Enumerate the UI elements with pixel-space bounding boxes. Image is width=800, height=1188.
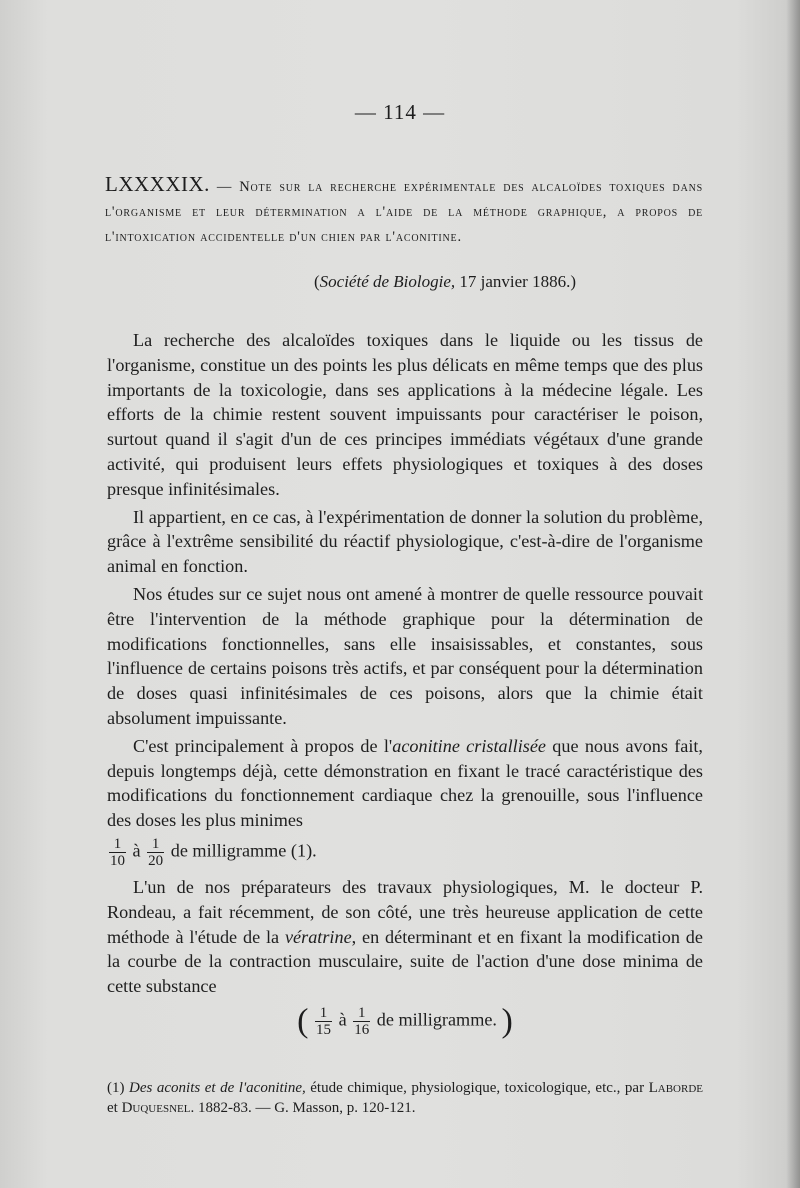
page-number: — 114 — (354, 100, 446, 124)
footnote-title: Des aconits et de l'aconitine, (129, 1080, 306, 1096)
citation-date: 17 janvier 1886.) (455, 272, 576, 291)
paragraph-5: L'un de nos préparateurs des travaux physiologiques, M. le docteur P. Rondeau, a fait récemment, de son côté, une très heureuse application de cette méthode à l'étude de la vératrine, en déterminant et en fixant la modification de la courbe de la contraction musculaire, suite de l'action d'une dose minima de cette substance (107, 876, 703, 997)
note-heading (105, 172, 703, 250)
footnote-author-1: Laborde (648, 1080, 703, 1096)
paragraph-4-fraction-line: $\frac{1}{10}$ à $\frac{1}{20}$ de milligramme (1). (110, 835, 317, 869)
fraction-1-16: $\frac{1}{16}$ (354, 1004, 370, 1038)
note-title: — Note sur la recherche expérimentale des alcaloïdes toxiques dans l'organisme et leur détermination a l'aide de la méthode graphique, a propos de l'intoxication accidentelle d'un chien par l'aconitine. (105, 179, 703, 245)
citation-society: Société de Biologie, (319, 272, 456, 291)
body-text (107, 328, 703, 1038)
citation: (Société de Biologie, 17 janvier 1886.) (313, 272, 576, 291)
paragraph-3: Nos études sur ce sujet nous ont amené à montrer de quelle ressource pouvait être l'intervention de la méthode graphique pour la détermination de modifications fonctionnelles, sans elle insaisissables, et constantes, sous l'influence de certains poisons très actifs, et par conséquent pour la détermination de doses quasi infinitésimales de ces poisons, alors que la chimie était absolument impuissante. (107, 583, 703, 728)
paragraph-4: C'est principalement à propos de l'aconitine cristallisée que nous avons fait, depuis longtemps déjà, cette démonstration en fixant le tracé caractéristique des modifications du fonctionnement cardiaque chez la grenouille, sous l'influence des doses les plus minimes (107, 735, 703, 831)
fraction-1-10: $\frac{1}{10}$ (110, 835, 125, 869)
footnote: (1) Des aconits et de l'aconitine, étude chimique, physiologique, toxicologique, etc., par Laborde et Duquesnel. 1882-83. — G. Masson, p. 120-121. (107, 1080, 703, 1116)
paragraph-1: La recherche des alcaloïdes toxiques dans le liquide ou les tissus de l'organisme, constitue un des points les plus délicats en même temps que des plus importants de la toxicologie, dans ses applications à la médecine légale. Les efforts de la chimie restent souvent impuissants pour caractériser le poison, surtout quand il s'agit d'un de ces principes immédiats végétaux d'une grande activité, qui produisent leurs effets physiologiques et toxiques à des doses presque infinitésimales. (107, 330, 703, 499)
fraction-1-15: $\frac{1}{15}$ (316, 1004, 332, 1038)
paragraph-2: Il appartient, en ce cas, à l'expérimentation de donner la solution du problème, grâce à l'extrême sensibilité du réactif physiologique, c'est-à-dire de l'organisme animal en fonction. (107, 506, 703, 577)
italic-aconitine: aconitine cristallisée (392, 735, 546, 756)
italic-veratrine: vératrine (284, 926, 352, 947)
fraction-1-20: $\frac{1}{20}$ (148, 835, 164, 869)
footnote-author-2: Duquesnel (121, 1100, 191, 1116)
page-edge-shadow (786, 0, 800, 1188)
note-number: LXXXXIX. (105, 172, 210, 196)
dose-formula: ( $\frac{1}{15}$ à $\frac{1}{16}$ de milligramme. ) (297, 1002, 513, 1040)
